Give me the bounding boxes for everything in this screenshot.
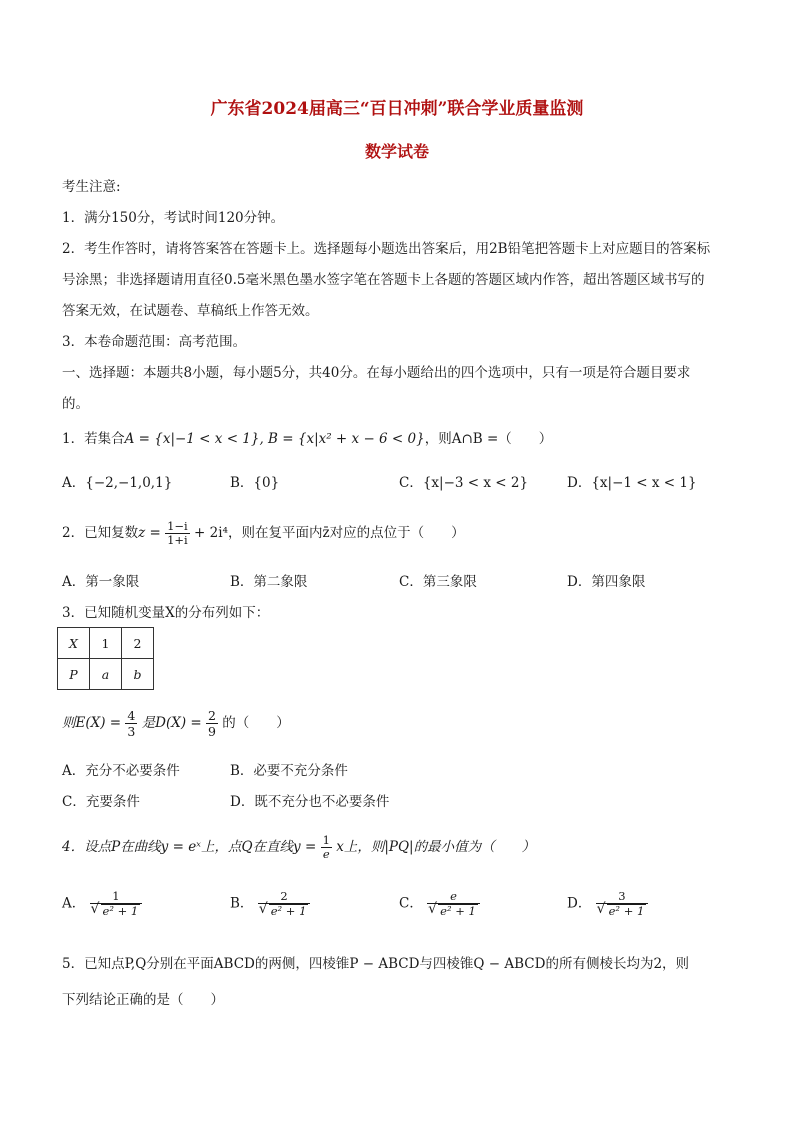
q3-cond-prefix: 则E(X) = — [62, 715, 122, 731]
q4-opt-c-fraction — [427, 890, 480, 918]
q4-opt-a-label: A． — [62, 895, 86, 912]
notice-line-2b: 号涂黑；非选择题请用直径0.5毫米黑色墨水签字笔在答题卡上各题的答题区域内作答，超出答题区域书写的 — [62, 272, 705, 288]
table-cell: b — [122, 659, 154, 690]
question-3-intro: 3．已知随机变量X的分布列如下： — [62, 605, 270, 621]
q4-opt-a-radicand: e² + 1 — [102, 904, 139, 918]
q4-opt-d-fraction — [596, 890, 649, 918]
q2-frac-den: 1+i — [167, 533, 188, 547]
q3-frac2-num: 2 — [208, 708, 216, 723]
q1-set-a: A = {x|−1 < x < 1} — [124, 431, 260, 447]
q1-option-c: C．{x|−3 < x < 2} — [399, 475, 529, 491]
q4-suffix: x上，则|PQ|的最小值为（ ） — [336, 839, 536, 855]
q3-option-a: A．充分不必要条件 — [62, 763, 180, 779]
table-cell: 1 — [90, 628, 122, 659]
q3-fraction-2 — [206, 708, 218, 739]
q3-frac1-den: 3 — [127, 724, 136, 739]
question-2-stem — [62, 518, 465, 548]
table-cell: X — [58, 628, 90, 659]
table-cell: 2 — [122, 628, 154, 659]
q2-frac-num: 1−i — [167, 519, 188, 533]
table-cell: P — [58, 659, 90, 690]
q2-option-b: B．第二象限 — [230, 574, 308, 590]
q2-z-eq: z = — [138, 525, 161, 541]
q4-opt-a-num: 1 — [112, 889, 120, 903]
notice-heading: 考生注意: — [62, 179, 121, 195]
distribution-table — [57, 627, 154, 690]
q4-option-b — [230, 890, 310, 918]
table-cell: a — [90, 659, 122, 690]
question-5-line-2: 下列结论正确的是（ ） — [62, 992, 224, 1008]
q4-opt-b-label: B． — [230, 895, 254, 912]
q4-opt-d-label: D． — [567, 895, 592, 912]
q1-option-a: A．{−2,−1,0,1} — [62, 475, 173, 491]
q1-set-b: , B = {x|x² + x − 6 < 0} — [259, 431, 425, 447]
notice-line-1: 1．满分150分，考试时间120分钟。 — [62, 210, 285, 226]
q2-option-a: A．第一象限 — [62, 574, 140, 590]
q3-option-b: B．必要不充分条件 — [230, 763, 348, 779]
q4-opt-d-radicand: e² + 1 — [608, 904, 645, 918]
q4-frac-den: e — [321, 847, 332, 861]
notice-line-3: 3．本卷命题范围：高考范围。 — [62, 334, 247, 350]
q4-prefix: 4．设点P在曲线y = eˣ上，点Q在直线y = — [62, 839, 317, 855]
q1-option-d: D．{x|−1 < x < 1} — [567, 475, 697, 491]
q2-fraction — [165, 520, 190, 547]
q3-fraction-1 — [125, 708, 137, 739]
q3-condition — [62, 707, 290, 739]
q2-option-d: D．第四象限 — [567, 574, 646, 590]
notice-line-2c: 答案无效，在试题卷、草稿纸上作答无效。 — [62, 303, 319, 319]
q3-frac1-num: 4 — [127, 708, 136, 723]
q4-option-a — [62, 890, 142, 918]
q4-opt-b-num: 2 — [280, 889, 288, 903]
question-5-line-1: 5．已知点P,Q分别在平面ABCD的两侧，四棱锥P − ABCD与四棱锥Q − ABCD的所有侧棱长均为2，则 — [62, 956, 690, 972]
q4-fraction — [321, 834, 332, 861]
q4-opt-a-fraction — [90, 890, 143, 918]
q4-opt-c-label: C． — [399, 895, 423, 912]
q1-option-b: B．{0} — [230, 475, 280, 491]
page-subtitle: 数学试卷 — [364, 142, 429, 161]
q3-cond-mid: 是D(X) = — [141, 715, 202, 731]
q4-opt-d-num: 3 — [618, 889, 626, 903]
q1-prefix: 1．若集合 — [62, 431, 125, 447]
q3-option-d: D．既不充分也不必要条件 — [230, 794, 390, 810]
notice-line-2a: 2．考生作答时，请将答案答在答题卡上。选择题每小题选出答案后，用2B铅笔把答题卡上对应题目的答案标 — [62, 241, 711, 257]
q2-suffix: ，则在复平面内z̄对应的点位于（ ） — [227, 525, 465, 541]
q2-option-c: C．第三象限 — [399, 574, 477, 590]
q4-option-c — [399, 890, 480, 918]
q3-frac2-den: 9 — [208, 724, 216, 739]
q3-cond-suffix: 的（ ） — [222, 715, 290, 731]
q2-prefix: 2．已知复数 — [62, 525, 139, 541]
section1-line-2: 的。 — [62, 396, 89, 412]
q1-suffix: ，则A∩B =（ ） — [424, 431, 553, 447]
table-row — [58, 659, 154, 690]
q4-opt-c-radicand: e² + 1 — [440, 904, 476, 918]
q4-option-d — [567, 890, 648, 918]
q4-opt-c-num: e — [450, 889, 457, 903]
section1-line-1: 一、选择题：本题共8小题，每小题5分，共40分。在每小题给出的四个选项中，只有一项是符合题目要求 — [62, 365, 691, 381]
q4-frac-num: 1 — [322, 833, 330, 847]
page-title: 广东省2024届高三“百日冲刺”联合学业质量监测 — [210, 99, 584, 119]
q4-opt-b-fraction — [258, 890, 311, 918]
q4-opt-b-radicand: e² + 1 — [270, 904, 307, 918]
table-row — [58, 628, 154, 659]
q3-option-c: C．充要条件 — [62, 794, 140, 810]
question-1-stem — [62, 430, 552, 448]
q2-plus: + 2i⁴ — [194, 525, 228, 541]
question-4-stem — [62, 832, 535, 862]
